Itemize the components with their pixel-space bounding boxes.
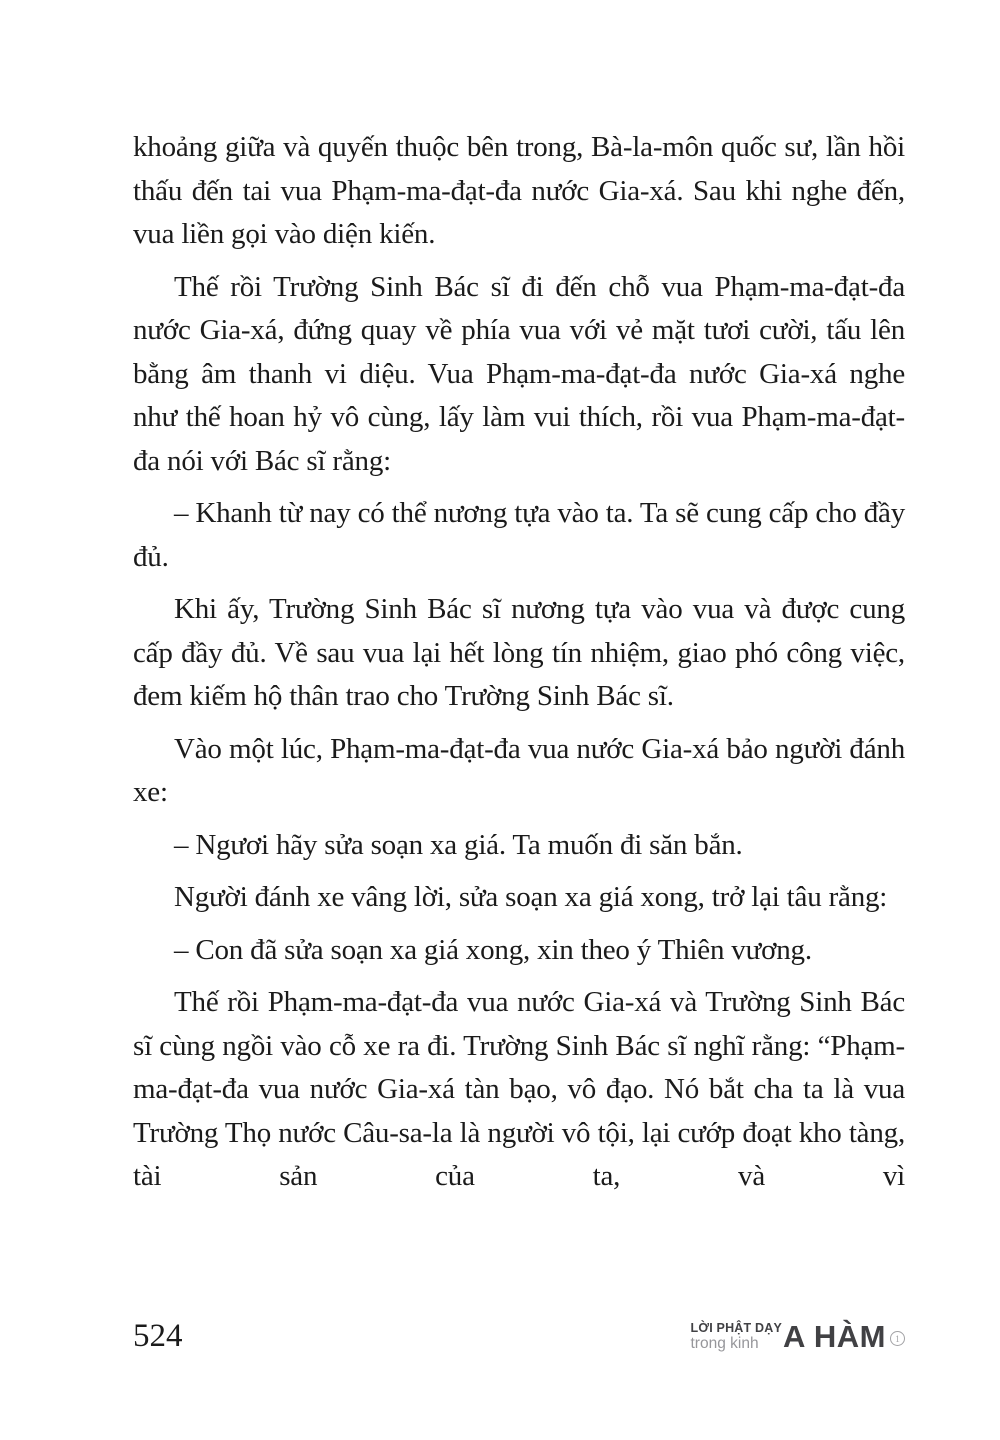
brand-title: A HÀM (783, 1319, 886, 1354)
paragraph-5: Vào một lúc, Phạm-ma-đạt-đa vua nước Gia-xá bảo người đánh xe: (133, 732, 905, 808)
paragraph-6-dialogue: – Ngươi hãy sửa soạn xa giá. Ta muốn đi săn bắn. (174, 828, 743, 861)
paragraph-3-dialogue: – Khanh từ nay có thể nương tựa vào ta. Ta sẽ cung cấp cho đầy đủ. (133, 497, 905, 573)
paragraph-1: khoảng giữa và quyến thuộc bên trong, Bà-la-môn quốc sư, lần hồi thấu đến tai vua Phạm-ma-đạt-đa nước Gia-xá. Sau khi nghe đến, vua liền gọi vào diện kiến. (133, 131, 905, 250)
page-footer (133, 1318, 905, 1355)
paragraph-4: Khi ấy, Trường Sinh Bác sĩ nương tựa vào vua và được cung cấp đầy đủ. Về sau vua lại hết lòng tín nhiệm, giao phó công việc, đem kiếm hộ thân trao cho Trường Sinh Bác sĩ. (133, 593, 905, 712)
paragraph-2: Thế rồi Trường Sinh Bác sĩ đi đến chỗ vua Phạm-ma-đạt-đa nước Gia-xá, đứng quay về phía vua với vẻ mặt tươi cười, tấu lên bằng âm thanh vi diệu. Vua Phạm-ma-đạt-đa nước Gia-xá nghe như thế hoan hỷ vô cùng, lấy làm vui thích, rồi vua Phạm-ma-đạt-đa nói với Bác sĩ rằng: (133, 270, 905, 477)
brand-tagline-top: LỜI PHẬT DẠY (690, 1320, 783, 1335)
volume-number-badge-icon: 1 (890, 1331, 905, 1346)
page-number: 524 (133, 1318, 183, 1354)
brand-taglines (691, 1322, 783, 1352)
paragraph-7: Người đánh xe vâng lời, sửa soạn xa giá xong, trở lại tâu rằng: (174, 881, 888, 913)
book-brand-logo (691, 1321, 906, 1352)
body-text (133, 126, 905, 1208)
paragraph-8-dialogue: – Con đã sửa soạn xa giá xong, xin theo ý Thiên vương. (174, 933, 812, 966)
paragraph-9: Thế rồi Phạm-ma-đạt-đa vua nước Gia-xá và Trường Sinh Bác sĩ cùng ngồi vào cỗ xe ra đi. Trường Sinh Bác sĩ nghĩ rằng: “Phạm-ma-đạt-đa vua nước Gia-xá tàn bạo, vô đạo. Nó bắt cha ta là vua Trường Thọ nước Câu-sa-la là người vô tội, lại cướp đoạt kho tàng, tài sản của ta, và vì (133, 986, 905, 1192)
brand-tagline-bottom: trong kinh (690, 1335, 759, 1352)
